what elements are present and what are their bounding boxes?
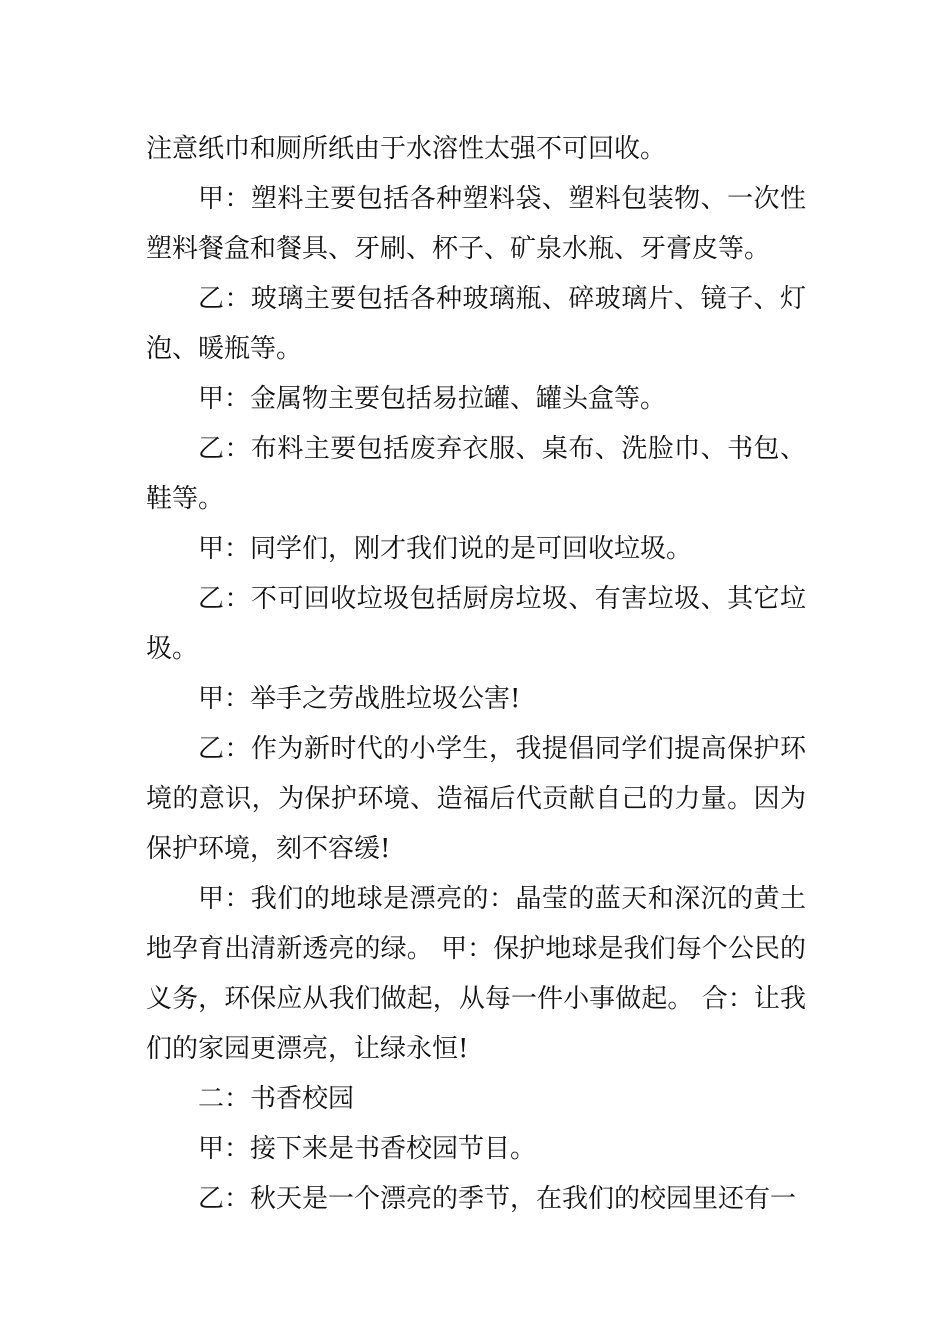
paragraph-12: 甲：接下来是书香校园节目。	[198, 1134, 537, 1164]
document-body	[146, 124, 806, 1224]
paragraph-6: 甲：同学们，刚才我们说的是可回收垃圾。	[198, 534, 693, 564]
paragraph-10: 甲：我们的地球是漂亮的：晶莹的蓝天和深沉的黄土地孕育出清新透亮的绿。 甲：保护地球是我们每个公民的义务，环保应从我们做起，从每一件小事做起。 合：让我们的家园更漂亮，让绿永恒!	[146, 884, 806, 1064]
paragraph-8: 甲：举手之劳战胜垃圾公害!	[198, 684, 521, 714]
paragraph-4: 甲：金属物主要包括易拉罐、罐头盒等。	[198, 384, 667, 414]
paragraph-9: 乙：作为新时代的小学生，我提倡同学们提高保护环境的意识，为保护环境、造福后代贡献自己的力量。因为保护环境，刻不容缓!	[146, 734, 806, 864]
paragraph-3: 乙：玻璃主要包括各种玻璃瓶、碎玻璃片、镜子、灯泡、暖瓶等。	[146, 284, 806, 364]
section-heading: 二：书香校园	[198, 1084, 355, 1114]
paragraph-7: 乙：不可回收垃圾包括厨房垃圾、有害垃圾、其它垃圾。	[146, 584, 806, 664]
paragraph-5: 乙：布料主要包括废弃衣服、桌布、洗脸巾、书包、鞋等。	[146, 434, 806, 514]
paragraph-1: 注意纸巾和厕所纸由于水溶性太强不可回收。	[146, 134, 667, 164]
paragraph-13: 乙：秋天是一个漂亮的季节，在我们的校园里还有一	[198, 1184, 797, 1214]
paragraph-2: 甲：塑料主要包括各种塑料袋、塑料包装物、一次性塑料餐盒和餐具、牙刷、杯子、矿泉水瓶、牙膏皮等。	[146, 184, 806, 264]
